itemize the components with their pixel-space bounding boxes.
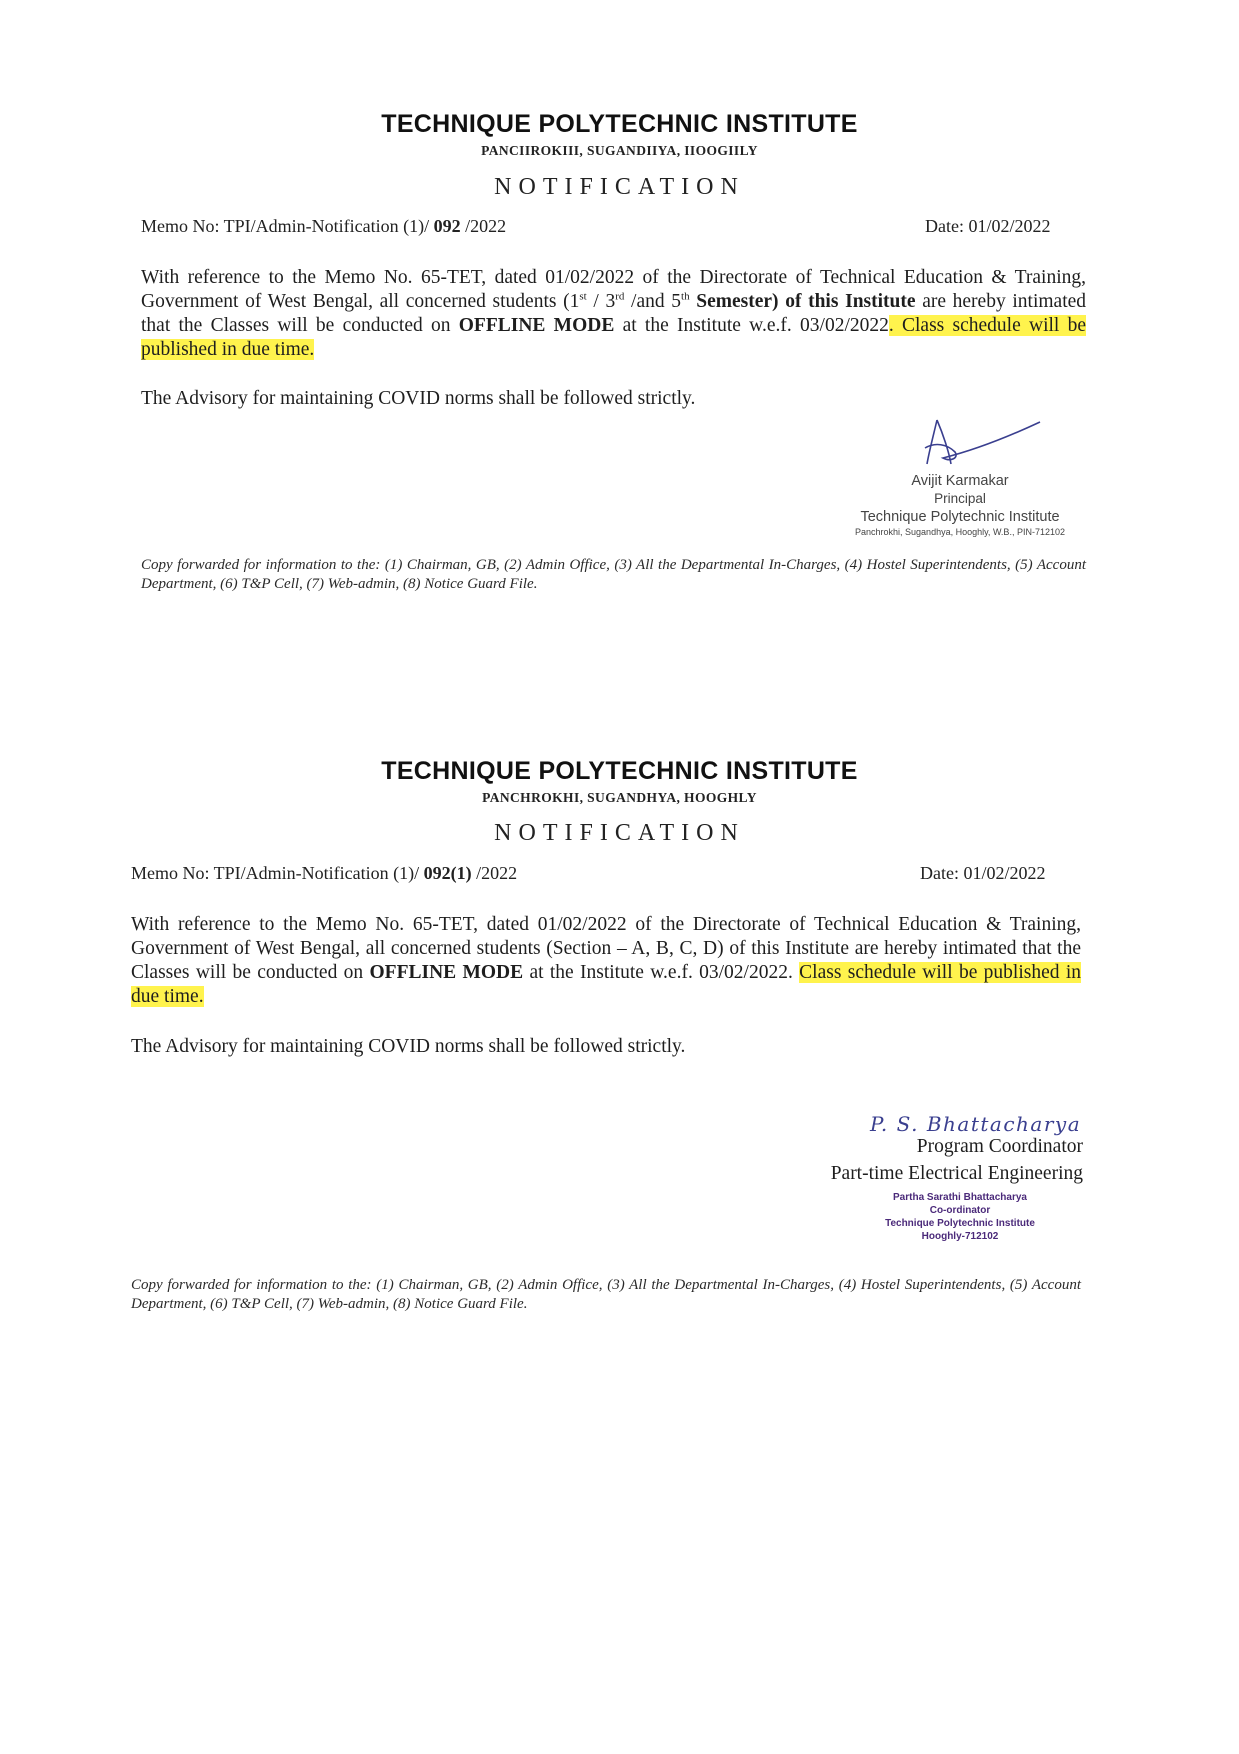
signatory-department: Part-time Electrical Engineering — [830, 1163, 1083, 1184]
signatory-institute: Technique Polytechnic Institute — [860, 509, 1060, 525]
signatory-designation: Principal — [934, 491, 986, 506]
highlighted-text: . Class schedule will be published in due time. — [141, 315, 1087, 360]
stamp-institute: Technique Polytechnic Institute — [885, 1218, 1035, 1229]
institute-name: TECHNIQUE POLYTECHNIC INSTITUTE — [381, 757, 858, 785]
notification-title: NOTIFICATION — [494, 174, 745, 200]
signatory-designation: Program Coordinator — [916, 1136, 1083, 1157]
advisory-text: The Advisory for maintaining COVID norms shall be followed strictly. — [131, 1036, 686, 1057]
memo-number: Memo No: TPI/Admin-Notification (1)/ 092 /2022 — [141, 216, 507, 236]
signatory-name: Avijit Karmakar — [911, 473, 1009, 489]
signatory-address: Panchrokhi, Sugandhya, Hooghly, W.B., PIN-712102 — [855, 527, 1065, 537]
principal-signature — [915, 412, 1050, 472]
memo-number: Memo No: TPI/Admin-Notification (1)/ 092(1) /2022 — [131, 863, 518, 883]
notification-body: With reference to the Memo No. 65-TET, dated 01/02/2022 of the Directorate of Technical Education & Training, Government of West Bengal, all concerned students (1st / 3rd /and 5th Semester) of this Institute are hereby intimated that the Classes will be conducted on OFFLINE MODE at the Institute w.e.f. 03/02/2022. Class schedule will be published in due time. — [141, 267, 1087, 360]
coordinator-signature: P. S. Bhattacharya — [870, 1112, 1082, 1136]
stamp-role: Co-ordinator — [929, 1205, 991, 1216]
advisory-text: The Advisory for maintaining COVID norms shall be followed strictly. — [141, 388, 696, 409]
institute-address: PANCHROKHI, SUGANDHYA, HOOGHLY — [482, 790, 757, 805]
notification-title: NOTIFICATION — [494, 820, 745, 846]
copy-forwarded: Copy forwarded for information to the: (1) Chairman, GB, (2) Admin Office, (3) All the Departmental In-Charges, (4) Hostel Superintendents, (5) Account Department, (6) T&P Cell, (7) Web-admin, (8) Notice Guard File. — [141, 557, 1086, 592]
memo-date: Date: 01/02/2022 — [920, 863, 1046, 883]
memo-date: Date: 01/02/2022 — [925, 216, 1051, 236]
institute-name: TECHNIQUE POLYTECHNIC INSTITUTE — [381, 110, 858, 138]
institute-address: PANCIIROKIII, SUGANDIIYA, IIOOGIILY — [481, 143, 758, 158]
highlighted-text: Class schedule will be published in due time. — [131, 962, 1081, 1007]
stamp-name: Partha Sarathi Bhattacharya — [893, 1192, 1027, 1203]
notification-body: With reference to the Memo No. 65-TET, dated 01/02/2022 of the Directorate of Technical Education & Training, Government of West Bengal, all concerned students (Section – A, B, C, D) of this Institute are hereby intimated that the Classes will be conducted on OFFLINE MODE at the Institute w.e.f. 03/02/2022. Class schedule will be published in due time. — [131, 914, 1081, 1007]
stamp-address: Hooghly-712102 — [921, 1231, 999, 1242]
copy-forwarded: Copy forwarded for information to the: (1) Chairman, GB, (2) Admin Office, (3) All the Departmental In-Charges, (4) Hostel Superintendents, (5) Account Department, (6) T&P Cell, (7) Web-admin, (8) Notice Guard File. — [131, 1277, 1081, 1312]
